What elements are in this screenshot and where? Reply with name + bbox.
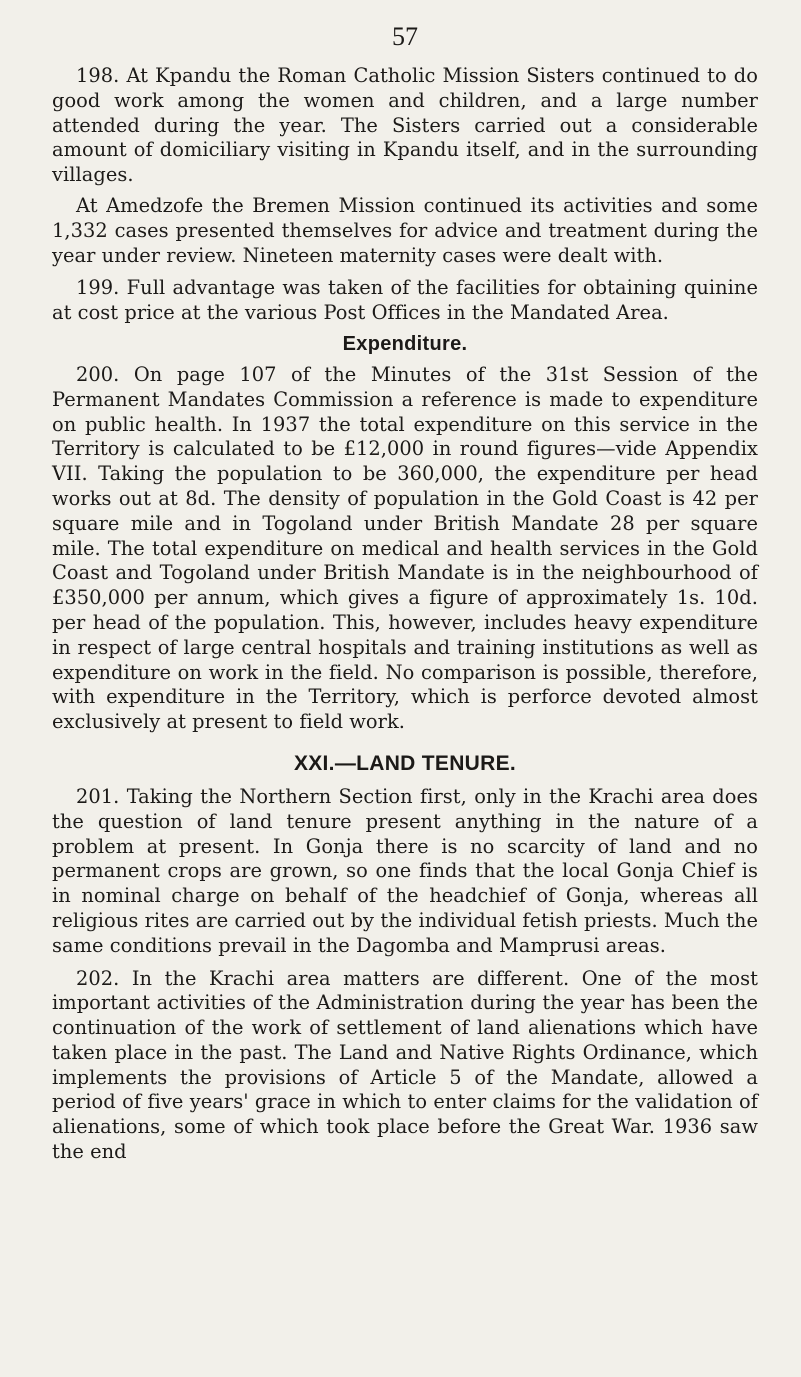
paragraph-202: 202. In the Krachi area matters are different. One of the most important activities of the Administration during the year has been the continuation of the work of settlement of land alienations which have taken place in the past. The Land and Native Rights Ordinance, which implements the provisions of Article 5 of the Mandate, allowed a period of five years' grace in which to enter claims for the validation of alienations, some of which took place before the Great War. 1936 saw the end: [52, 966, 758, 1164]
document-page: [52, 22, 758, 1173]
page-number: 57: [392, 22, 418, 51]
heading-expenditure: Expenditure.: [342, 332, 468, 355]
paragraph-201: 201. Taking the Northern Section first, only in the Krachi area does the question of land tenure present anything in the nature of a problem at present. In Gonja there is no scarcity of land and no permanent crops are grown, so one finds that the local Gonja Chief is in nominal charge on behalf of the headchief of Gonja, whereas all religious rites are carried out by the individual fetish priests. Much the same conditions prevail in the Dagomba and Mamprusi areas.: [52, 784, 758, 957]
paragraph-198-continued: At Amedzofe the Bremen Mission continued its activities and some 1,332 cases presented themselves for advice and treatment during the year under review. Nineteen maternity cases were dealt with.: [52, 193, 758, 267]
heading-land-tenure: XXI.—LAND TENURE.: [293, 751, 517, 775]
paragraph-198: 198. At Kpandu the Roman Catholic Mission Sisters continued to do good work among the women and children, and a large number attended during the year. The Sisters carried out a considerable amount of domiciliary visiting in Kpandu itself, and in the surrounding villages.: [52, 64, 758, 187]
paragraph-200: 200. On page 107 of the Minutes of the 31st Session of the Permanent Mandates Commission a reference is made to expenditure on public health. In 1937 the total expenditure on this service in the Territory is calculated to be £12,000 in round figures—vide Appendix VII. Taking the population to be 360,000, the expenditure per head works out at 8d. The density of population in the Gold Coast is 42 per square mile and in Togoland under British Mandate 28 per square mile. The total expenditure on medical and health services in the Gold Coast and Togoland under British Mandate is in the neighbourhood of £350,000 per annum, which gives a figure of approximately 1s. 10d. per head of the population. This, however, includes heavy expenditure in respect of large central hospitals and training institutions as well as expenditure on work in the field. No comparison is possible, therefore, with expenditure in the Territory, which is perforce devoted almost exclusively at present to field work.: [52, 362, 758, 734]
paragraph-199: 199. Full advantage was taken of the facilities for obtaining quinine at cost price at the various Post Offices in the Mandated Area.: [52, 276, 758, 325]
